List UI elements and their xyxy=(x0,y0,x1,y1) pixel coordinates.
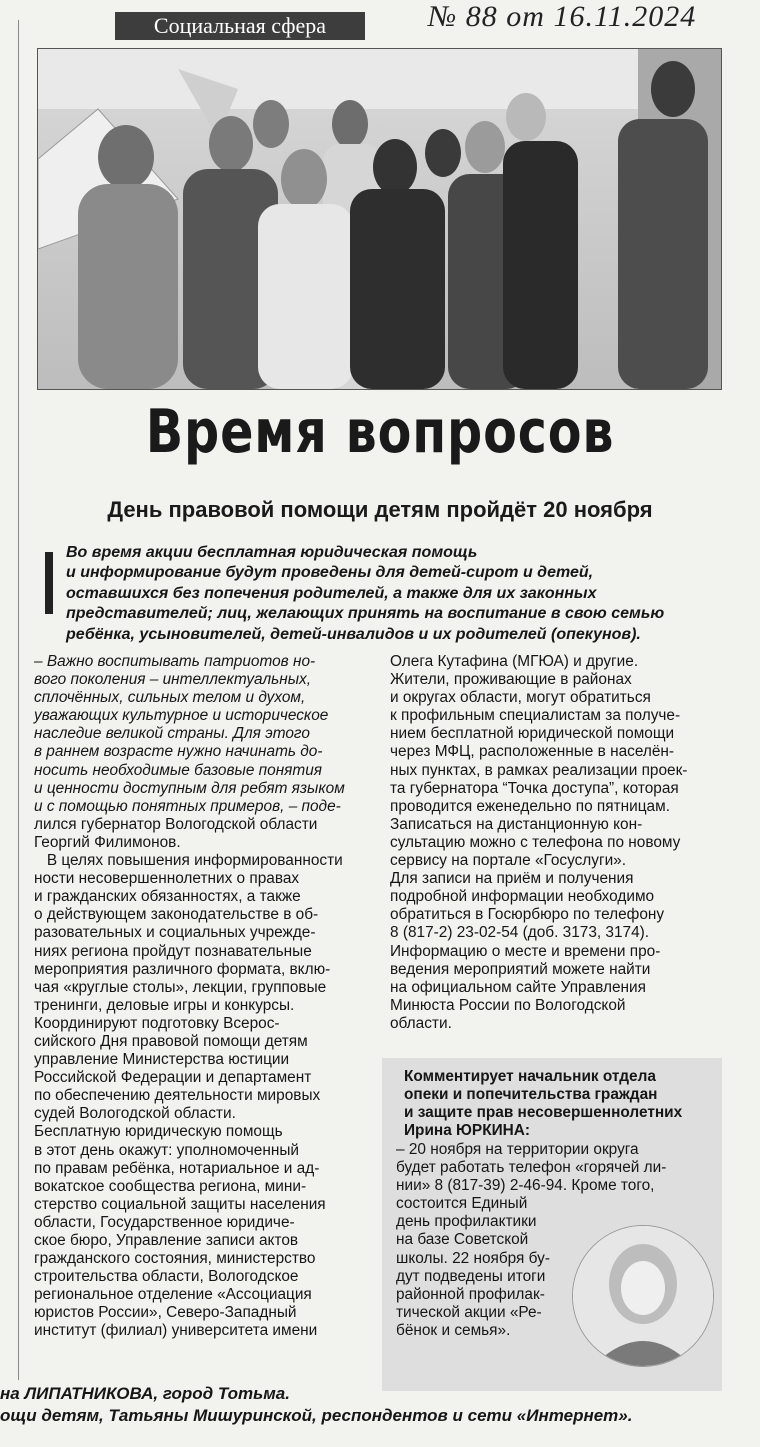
comment-line: на базе Советской xyxy=(396,1231,529,1249)
text-line: подробной информации необходимо xyxy=(390,888,655,906)
text-line: управление Министерства юстиции xyxy=(34,1051,290,1069)
text-line: региональное отделение «Ассоциация xyxy=(34,1286,312,1304)
comment-heading-line: Комментирует начальник отдела xyxy=(404,1068,656,1085)
comment-line: – 20 ноября на территории округа xyxy=(396,1141,639,1158)
text-line: сервису на портале «Госуслуги». xyxy=(390,852,627,870)
comment-line: районной профилак- xyxy=(396,1285,545,1303)
quote-line: – Важно воспитывать патриотов но- xyxy=(34,653,316,670)
text-line: ных пунктах, в рамках реализации проек- xyxy=(390,761,688,779)
text-line: Жители, проживающие в районах xyxy=(390,671,632,689)
text-line: 8 (817-2) 23-02-54 (доб. 3173, 3174). xyxy=(390,924,650,942)
group-photo xyxy=(37,48,722,390)
text-line: Координируют подготовку Всерос- xyxy=(34,1014,280,1032)
handwritten-issue-note: № 88 от 16.11.2024 xyxy=(428,0,697,33)
text-line: по правам ребёнка, нотариальное и ад- xyxy=(34,1159,320,1177)
comment-heading-line: опеки и попечительства граждан xyxy=(404,1086,658,1104)
comment-line: состоится Единый xyxy=(396,1195,528,1213)
quote-line: вого поколения – интеллектуальных, xyxy=(34,671,311,689)
text-line: строительства области, Вологодское xyxy=(34,1268,299,1286)
text-line: судей Вологодской области. xyxy=(34,1105,236,1123)
text-line: лился губернатор Вологодской области xyxy=(34,815,318,833)
text-line: Информацию о месте и времени про- xyxy=(390,942,661,960)
comment-line: бёнок и семья». xyxy=(396,1321,511,1339)
text-line: Российской Федерации и департамент xyxy=(34,1069,312,1087)
quote-line: уважающих культурное и историческое xyxy=(34,707,329,725)
quote-line: наследие великой страны. Для этого xyxy=(34,725,310,743)
comment-line: день профилактики xyxy=(396,1213,537,1231)
text-line: и гражданских обязанностях, а также xyxy=(34,888,301,906)
article-lead xyxy=(66,543,736,645)
text-line: институт (филиал) университета имени xyxy=(34,1322,318,1340)
credits-line: на ЛИПАТНИКОВА, город Тотьма. xyxy=(0,1384,290,1403)
text-line: стерство социальной защиты населения xyxy=(34,1195,326,1213)
commentator-portrait xyxy=(572,1225,714,1367)
quote-line: сплочённых, сильных телом и духом, xyxy=(34,689,306,707)
text-line: Бесплатную юридическую помощь xyxy=(34,1123,283,1141)
text-line: мероприятия различного формата, вклю- xyxy=(34,960,331,978)
text-line: о действующем законодательстве в об- xyxy=(34,906,319,924)
text-line: В целях повышения информированности xyxy=(34,852,343,870)
text-line: ведения мероприятий можете найти xyxy=(390,960,651,978)
text-line: гражданского состояния, министерство xyxy=(34,1250,316,1268)
text-line: области, Государственное юридиче- xyxy=(34,1213,295,1231)
column-rule xyxy=(18,20,19,1380)
comment-heading-line: Ирина ЮРКИНА: xyxy=(404,1122,531,1140)
comment-line: школы. 22 ноября бу- xyxy=(396,1249,550,1267)
text-line: области. xyxy=(390,1014,452,1032)
text-line: сийского Дня правовой помощи детям xyxy=(34,1032,308,1050)
text-line: к профильным специалистам за получе- xyxy=(390,707,681,725)
text-line: через МФЦ, расположенные в населён- xyxy=(390,743,675,761)
quote-line: в раннем возрасте нужно начинать до- xyxy=(34,743,323,761)
article-subheadline: День правовой помощи детям пройдёт 20 ноября xyxy=(107,497,653,522)
lead-line: и информирование будут проведены для детей-сирот и детей, xyxy=(66,564,594,582)
comment-heading-line: и защите прав несовершеннолетних xyxy=(404,1104,683,1122)
body-column-2 xyxy=(390,653,725,1033)
text-line: Георгий Филимонов. xyxy=(34,833,181,851)
text-line: и округах области, могут обратиться xyxy=(390,689,651,707)
text-line: чая «круглые столы», лекции, групповые xyxy=(34,978,327,996)
text-line: на официальном сайте Управления xyxy=(390,978,646,996)
text-line: проводится еженедельно по пятницам. xyxy=(390,797,670,815)
comment-line: будет работать телефон «горячей ли- xyxy=(396,1159,667,1177)
article-headline: Время вопросов xyxy=(145,397,615,467)
text-line: ности несовершеннолетних о правах xyxy=(34,870,300,888)
text-line: ниях региона пройдут познавательные xyxy=(34,942,312,960)
text-line: по обеспечению деятельности мировых xyxy=(34,1087,321,1105)
text-line: обратиться в Госюрбюро по телефону xyxy=(390,906,665,924)
body-column-1 xyxy=(34,653,384,1341)
credits-line: ощи детям, Татьяны Мишуринской, респондентов и сети «Интернет». xyxy=(0,1406,633,1425)
comment-line: нии» 8 (817-39) 2-46-94. Кроме того, xyxy=(396,1177,655,1195)
lead-line: представителей; лиц, желающих принять на воспитание в свою семью xyxy=(66,605,665,623)
text-line: вокатское сообщества региона, мини- xyxy=(34,1177,307,1195)
text-line: Минюста России по Вологодской xyxy=(390,996,626,1014)
text-line: юристов России», Северо-Западный xyxy=(34,1304,297,1322)
photo-credits xyxy=(0,1383,632,1427)
text-line: нием бесплатной юридической помощи xyxy=(390,725,675,743)
quote-line: носить необходимые базовые понятия xyxy=(34,761,323,779)
text-line: тренинги, деловые игры и конкурсы. xyxy=(34,996,295,1014)
lead-line: оставшихся без попечения родителей, а также для их законных xyxy=(66,584,597,602)
comment-heading xyxy=(404,1068,682,1140)
text-line: сультацию можно с телефона по новому xyxy=(390,833,681,851)
lead-bar xyxy=(45,552,53,614)
text-line: Для записи на приём и получения xyxy=(390,870,634,888)
quote-line: и с помощью понятных примеров, – поде- xyxy=(34,797,341,815)
text-line: Олега Кутафина (МГЮА) и другие. xyxy=(390,653,639,670)
section-rubric: Социальная сфера xyxy=(115,12,365,40)
text-line: разовательных и социальных учрежде- xyxy=(34,924,316,942)
text-line: та губернатора “Точка доступа”, которая xyxy=(390,779,679,797)
text-line: в этот день окажут: уполномоченный xyxy=(34,1141,300,1159)
comment-line: тической акции «Ре- xyxy=(396,1303,542,1321)
text-line: ское бюро, Управление записи актов xyxy=(34,1232,299,1249)
quote-line: и ценности доступным для ребят языком xyxy=(34,779,345,797)
comment-line: дут подведены итоги xyxy=(396,1267,546,1285)
lead-line: Во время акции бесплатная юридическая помощь xyxy=(66,544,478,561)
lead-line: ребёнка, усыновителей, детей-инвалидов и их родителей (опекунов). xyxy=(66,625,641,643)
text-line: Записаться на дистанционную кон- xyxy=(390,815,643,833)
